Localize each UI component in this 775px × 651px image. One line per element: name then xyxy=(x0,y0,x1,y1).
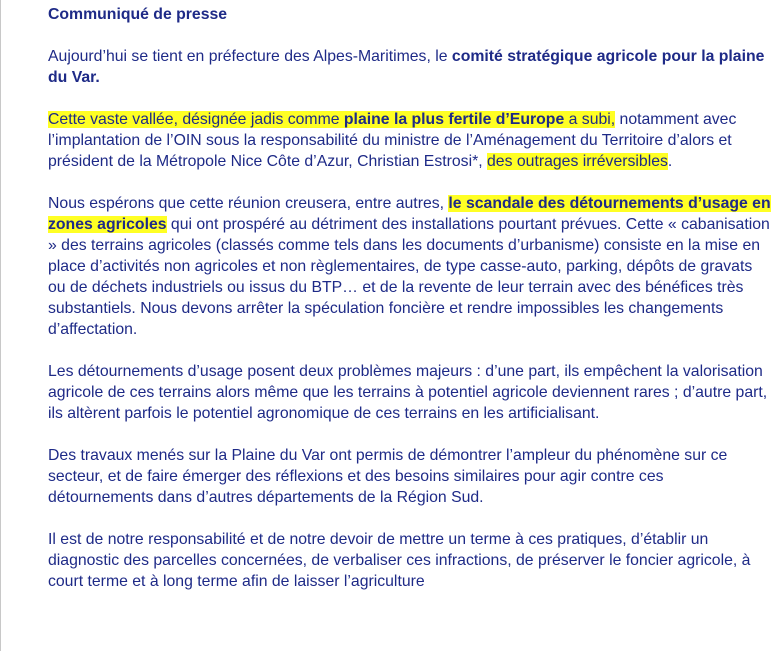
scandal-highlight-bold: le scandale des détournements d’usage en zones agricoles xyxy=(48,195,771,233)
valley-highlight-a: Cette vaste vallée, désignée jadis comme xyxy=(48,111,344,128)
valley-highlight-end: des outrages irréversibles xyxy=(487,153,668,170)
paragraph-scandal xyxy=(48,193,772,340)
paragraph-intro xyxy=(48,46,772,88)
scandal-text-a: Nous espérons que cette réunion creusera, entre autres, xyxy=(48,195,449,212)
valley-highlight-b: a subi, xyxy=(564,111,616,128)
press-release-body xyxy=(48,4,772,613)
valley-highlight-bold: plaine la plus fertile d’Europe xyxy=(343,111,565,128)
valley-text: notamment avec l’implantation de l’OIN sous la responsabilité du ministre de l’Aménagement du Territoire d’alors et président de la Métropole Nice Côte d’Azur, Christian Estrosi*, xyxy=(48,111,737,170)
paragraph-problems: Les détournements d’usage posent deux problèmes majeurs : d’une part, ils empêchent la valorisation agricole de ces terrains alors même que les terrains à potentiel agricole deviennent rares ; d’autre part, ils altèrent parfois le potentiel agronomique de ces terrains en les artificialisant. xyxy=(48,363,768,422)
paragraph-valley xyxy=(48,109,772,172)
valley-end: . xyxy=(667,153,673,170)
intro-text: Aujourd’hui se tient en préfecture des Alpes-Maritimes, le xyxy=(48,48,452,65)
paragraph-works: Des travaux menés sur la Plaine du Var ont permis de démontrer l’ampleur du phénomène sur ce secteur, et de faire émerger des réflexions et des besoins similaires pour agir contre ces détournements dans d’autres départements de la Région Sud. xyxy=(48,447,728,506)
document-heading: Communiqué de presse xyxy=(48,6,228,23)
paragraph-responsibility: Il est de notre responsabilité et de notre devoir de mettre un terme à ces pratiques, d’établir un diagnostic des parcelles concernées, de verbaliser ces infractions, de préserver le foncier agricole, à court terme et à long terme afin de laisser l’agriculture xyxy=(48,531,751,590)
intro-committee-bold: comité stratégique agricole pour la plaine du Var. xyxy=(48,48,765,86)
scandal-text-b: qui ont prospéré au détriment des installations pourtant prévues. Cette « cabanisation » des terrains agricoles (classés comme tels dans les documents d’urbanisme) consiste en la mise en place d’activités non agricoles et non règlementaires, de type casse-auto, parking, dépôts de gravats ou de déchets industriels ou issus du BTP… et de la revente de leur terrain avec des bénéfices très substantiels. Nous devons arrêter la spéculation foncière et rendre impossibles les changements d’affectation. xyxy=(48,216,770,338)
